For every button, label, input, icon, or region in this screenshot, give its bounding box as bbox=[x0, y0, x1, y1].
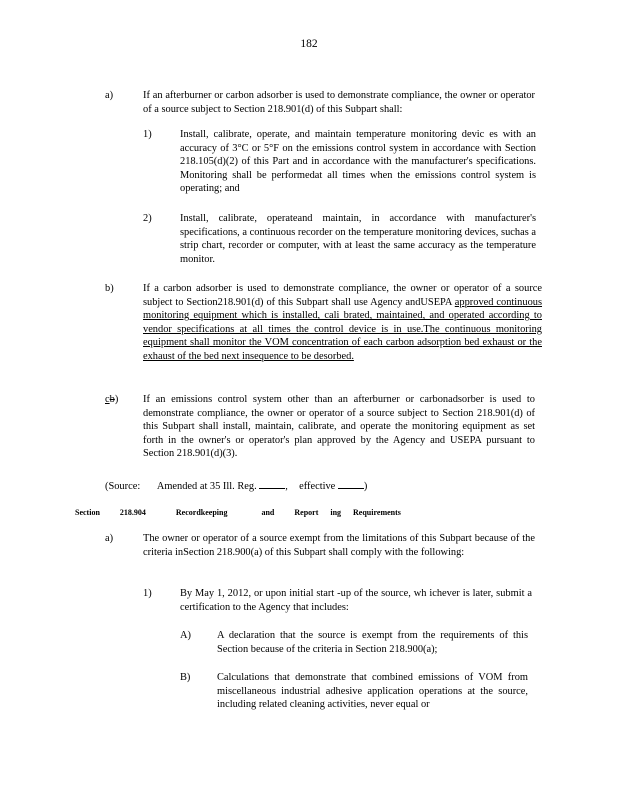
paragraph-a-item-1-label: 1) bbox=[143, 129, 152, 140]
paragraph-b-inserted-text: approved continuous monitoring equipment which is installed, cali brated, maintained, and operated according to vendor specifications at all times the control device is in use.The continuous monitoring equipment shall monitor the VOM concentration of each carbon adsorption bed exhaust or the exhaust of the bed next insequence to be desorbed. bbox=[143, 296, 543, 362]
section-a-text: The owner or operator of a source exempt from the limitations of this Subpart because of the criteria inSection 218.900(a) of this Subpart shall comply with the following: bbox=[143, 533, 535, 558]
section-heading bbox=[75, 508, 401, 517]
paragraph-a-item-2-text: Install, calibrate, operateand maintain, in accordance with manufacturer's specifications, a continuous recorder on the temperature monitoring devices, suchas a strip chart, recorder or computer, with at least the same accuracy as the temperature monitor. bbox=[180, 213, 536, 265]
source-amended: Amended at 35 Ill. Reg. bbox=[156, 481, 257, 492]
section-a-sub-b-label: B) bbox=[180, 672, 191, 683]
paragraph-b-label: b) bbox=[105, 283, 114, 294]
section-a-sub-a-text: A declaration that the source is exempt from the requirements of this Section because of the criteria in Section 218.900(a); bbox=[217, 630, 528, 655]
section-a-sub-a-label: A) bbox=[180, 630, 191, 641]
section-a-label: a) bbox=[105, 533, 114, 544]
paragraph-a-item-2-label: 2) bbox=[143, 213, 152, 224]
effective-date-blank bbox=[338, 479, 364, 489]
page-number: 182 bbox=[300, 38, 318, 50]
section-title-requirements: Requirements bbox=[353, 508, 401, 517]
register-blank bbox=[259, 479, 285, 489]
section-title-and: and bbox=[261, 508, 275, 517]
source-open: (Source: bbox=[105, 481, 141, 492]
section-title-ing: ing bbox=[330, 508, 342, 517]
paragraph-b-body bbox=[143, 282, 542, 364]
paragraph-c-label-close: ) bbox=[114, 394, 119, 405]
section-a-item-1-label: 1) bbox=[143, 588, 152, 599]
paragraph-a-text: If an afterburner or carbon adsorber is used to demonstrate compliance, the owner or operator of a source subject to Section 218.901(d) of this Subpart shall: bbox=[143, 90, 535, 115]
section-a-item-1-text: By May 1, 2012, or upon initial start -up of the source, wh ichever is later, submit a certification to the Agency that includes: bbox=[180, 588, 532, 613]
source-comma: , bbox=[285, 481, 288, 492]
paragraph-c-label bbox=[105, 393, 118, 407]
section-number: 218.904 bbox=[119, 508, 146, 517]
section-a-sub-b-text: Calculations that demonstrate that combined emissions of VOM from miscellaneous industrial adhesive application operations at the source, including related cleaning activities, never equal or bbox=[217, 672, 528, 711]
paragraph-a-item-1-text: Install, calibrate, operate, and maintain temperature monitoring devic es with an accuracy of 3°C or 5°F on the emissions control system in accordance with Section 218.105(d)(2) of this Part and in accordance with the manufacturer's specifications. Monitoring shall be performedat all times when the emissions control system is operating; and bbox=[180, 129, 536, 195]
paragraph-c-label-new: c bbox=[105, 394, 110, 405]
paragraph-a-label: a) bbox=[105, 90, 114, 101]
section-title-recordkeeping: Recordkeeping bbox=[175, 508, 228, 517]
source-effective: effective bbox=[299, 481, 336, 492]
paragraph-c-label-struck: b bbox=[109, 394, 115, 405]
paragraph-b-plain-text: If a carbon adsorber is used to demonstrate compliance, the owner or operator of a source subject to Section218.901(d) of this Subpart shall use Agency andUSEPA bbox=[143, 283, 542, 308]
source-close: ) bbox=[363, 481, 368, 492]
paragraph-c-text: If an emissions control system other than an afterburner or carbonadsorber is used to demonstrate compliance, the owner or operator of a source subject to Section 218.901(d) of this Subpart shall install, maintain, calibrate, and operate the monitoring equipment as set forth in the owner's or operator's plan approved by the Agency and USEPA pursuant to Section 218.901(d)(3). bbox=[143, 394, 535, 460]
section-word: Section bbox=[75, 508, 100, 517]
source-note bbox=[105, 479, 367, 492]
section-title-report: Report bbox=[294, 508, 319, 517]
